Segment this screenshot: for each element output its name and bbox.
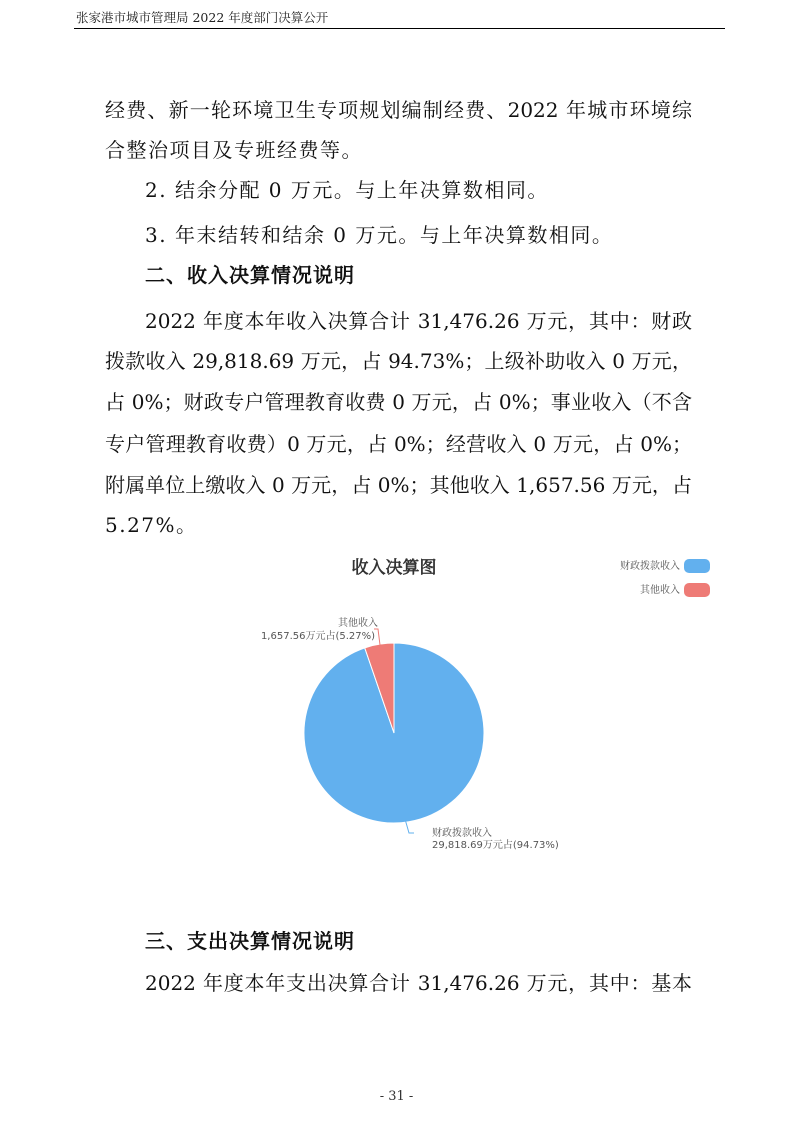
chart-legend xyxy=(620,559,710,597)
paragraph-line-10: 附属单位上缴收入 0 万元，占 0%；其他收入 1,657.56 万元，占 xyxy=(105,473,692,497)
paragraph-line-3: 2. 结余分配 0 万元。与上年决算数相同。 xyxy=(145,178,549,202)
slice-label-fiscal-value: 29,818.69万元占(94.73%) xyxy=(432,840,559,851)
header-divider xyxy=(74,28,725,29)
paragraph-line-11: 5.27%。 xyxy=(105,513,198,537)
legend-swatch-other xyxy=(684,583,710,597)
slice-label-other-value: 1,657.56万元占(5.27%) xyxy=(260,631,376,642)
paragraph-line-4: 3. 年末结转和结余 0 万元。与上年决算数相同。 xyxy=(145,223,614,247)
page-number: - 31 - xyxy=(379,1089,414,1104)
legend-swatch-fiscal xyxy=(684,559,710,573)
paragraph-line-13: 2022 年度本年支出决算合计 31,476.26 万元，其中：基本 xyxy=(145,971,692,995)
paragraph-line-9: 专户管理教育收费）0 万元，占 0%；经营收入 0 万元，占 0%； xyxy=(105,432,692,456)
section-heading-expenditure: 三、支出决算情况说明 xyxy=(145,929,355,953)
legend-label-fiscal: 财政拨款收入 xyxy=(620,561,680,572)
paragraph-line-1: 经费、新一轮环境卫生专项规划编制经费、2022 年城市环境综 xyxy=(105,98,692,122)
paragraph-line-8: 占 0%；财政专户管理教育收费 0 万元，占 0%；事业收入（不含 xyxy=(105,390,692,414)
paragraph-line-6: 2022 年度本年收入决算合计 31,476.26 万元，其中：财政 xyxy=(145,309,692,333)
slice-label-fiscal-name: 财政拨款收入 xyxy=(432,828,492,839)
header-title: 张家港市城市管理局 2022 年度部门决算公开 xyxy=(76,10,329,25)
paragraph-line-7: 拨款收入 29,818.69 万元，占 94.73%；上级补助收入 0 万元， xyxy=(105,349,692,373)
chart-title: 收入决算图 xyxy=(351,558,437,578)
legend-label-other: 其他收入 xyxy=(640,585,680,596)
slice-label-other-name: 其他收入 xyxy=(338,618,378,629)
income-pie-chart xyxy=(200,545,730,865)
section-heading-income: 二、收入决算情况说明 xyxy=(145,263,355,287)
paragraph-line-2: 合整治项目及专班经费等。 xyxy=(105,138,363,162)
